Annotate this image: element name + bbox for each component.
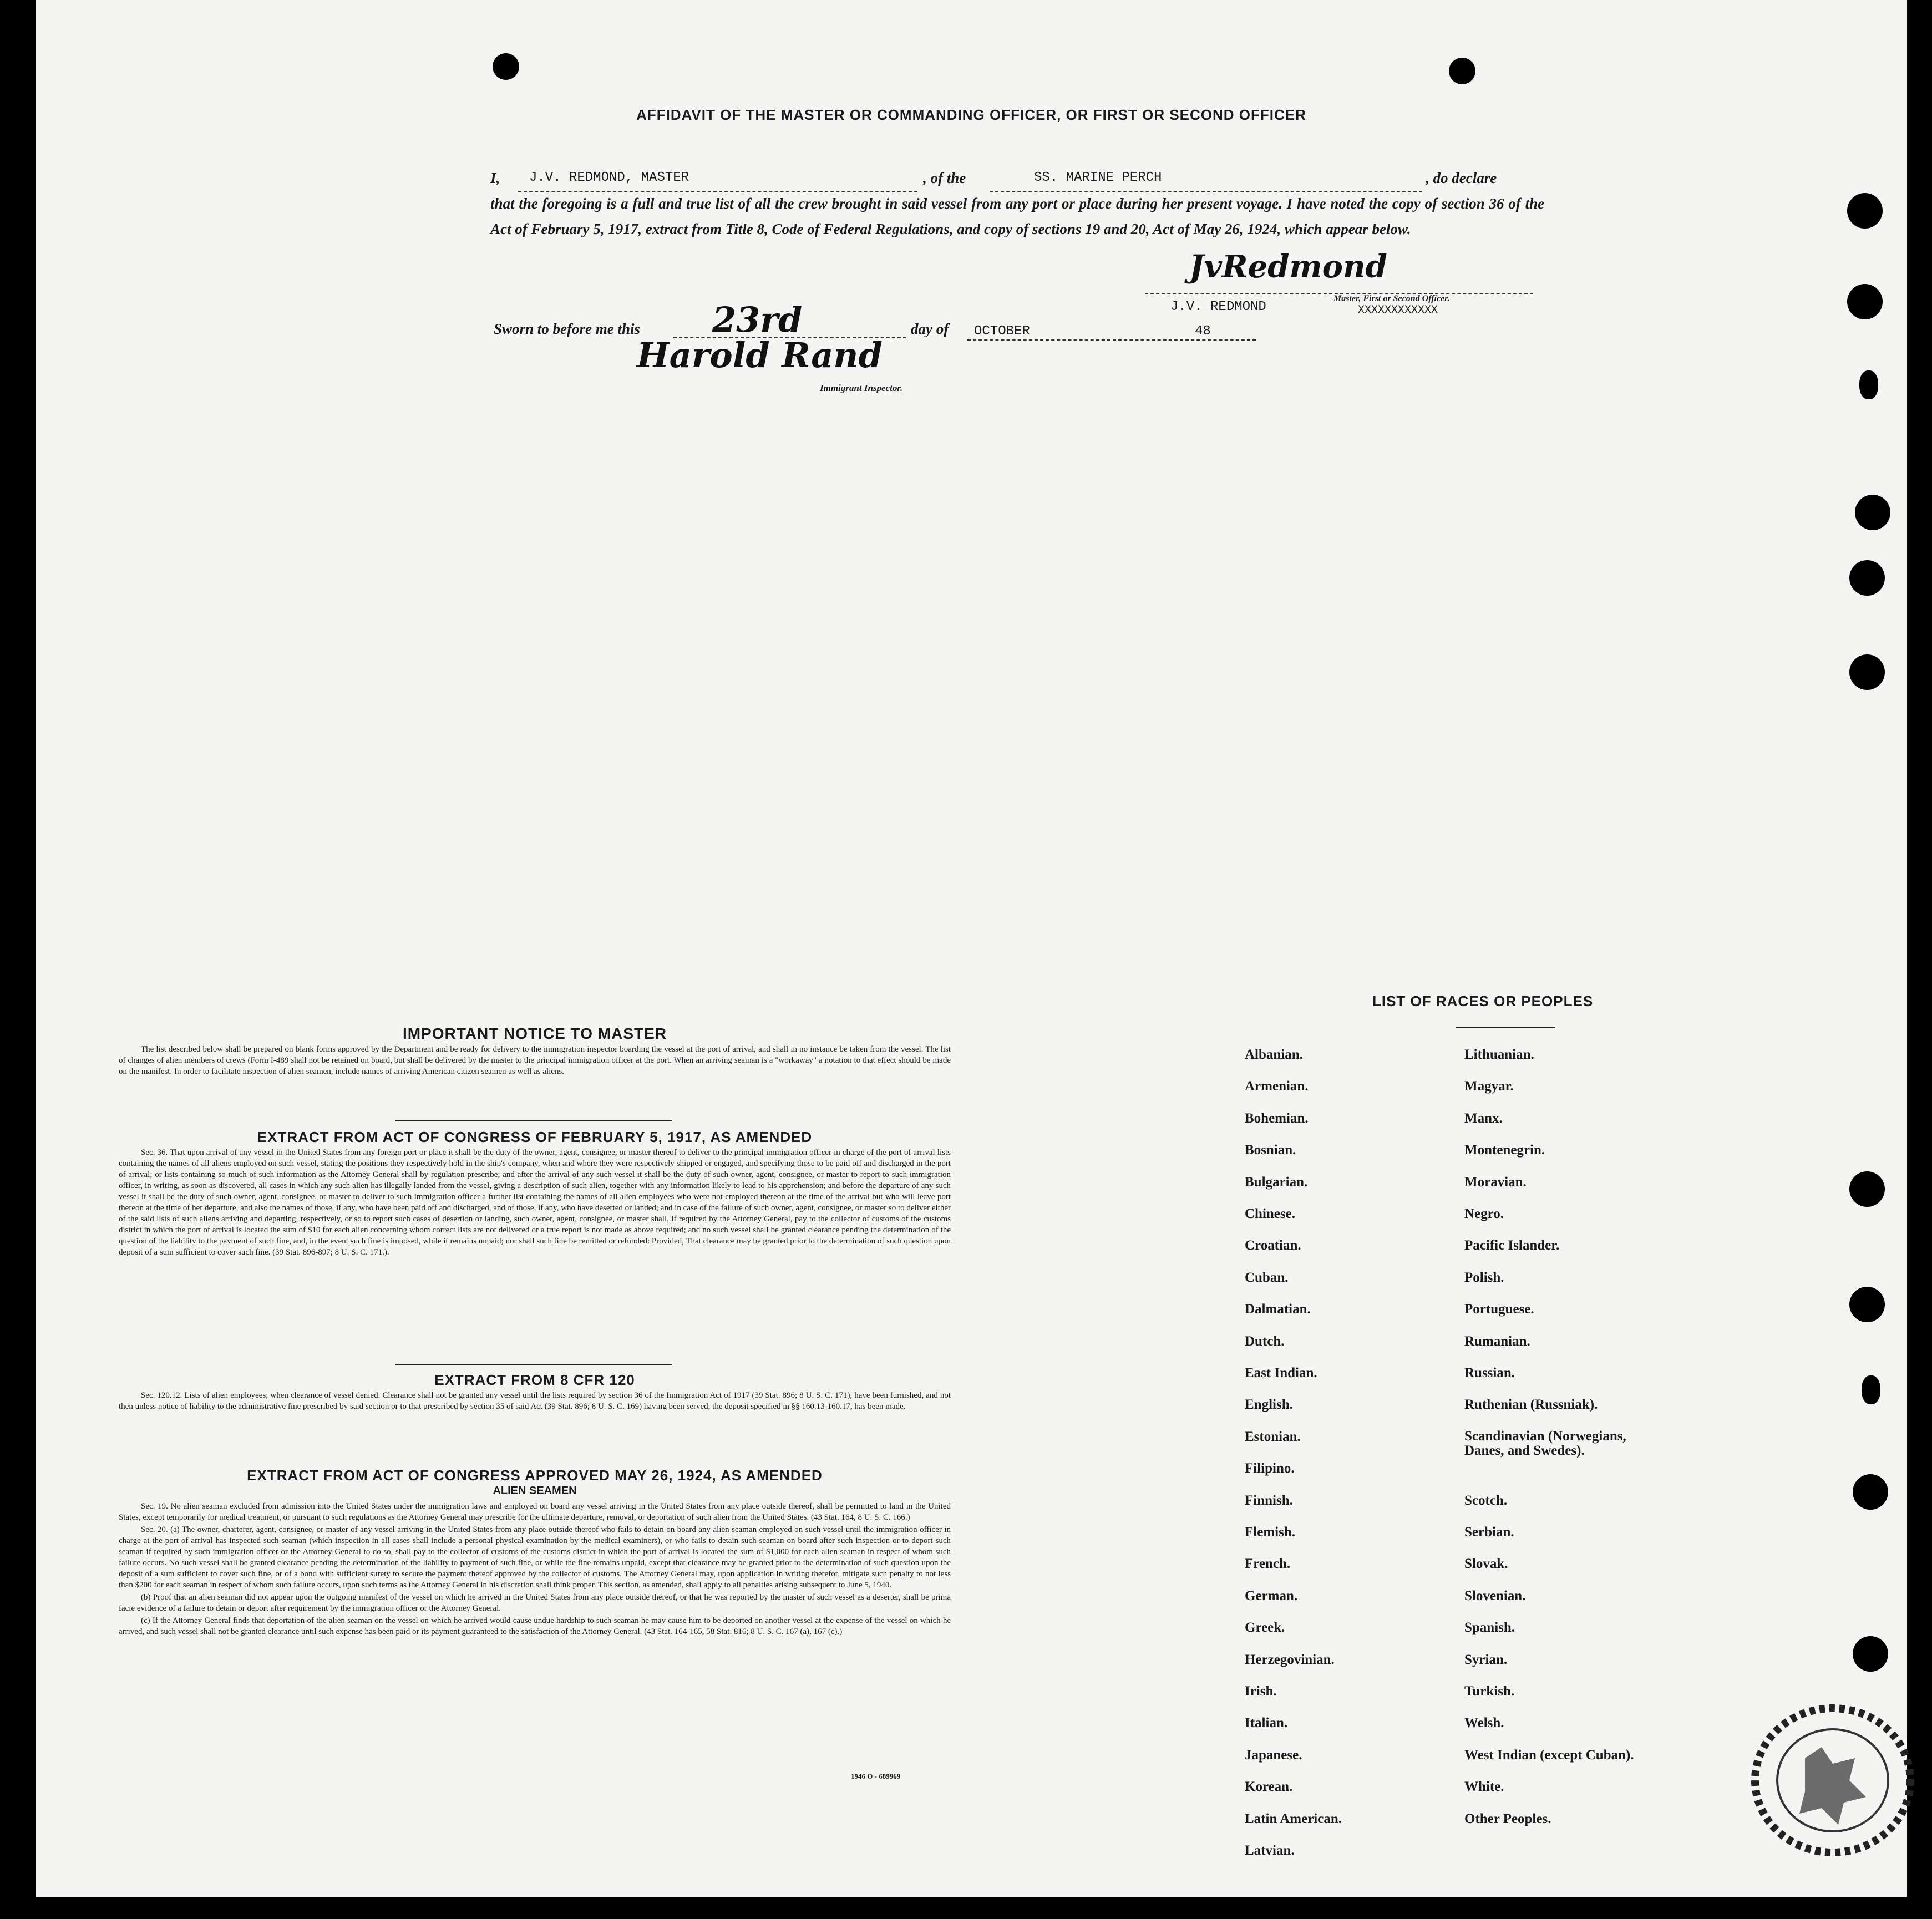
- race-item: English.: [1245, 1397, 1293, 1413]
- sworn-year: 48: [1195, 324, 1211, 339]
- race-item: Magyar.: [1464, 1079, 1514, 1094]
- extract-cfr-section: [119, 1374, 951, 1413]
- race-item: Moravian.: [1464, 1174, 1527, 1190]
- vessel-name: SS. MARINE PERCH: [1034, 170, 1162, 185]
- notice-text: The list described below shall be prepared on blank forms approved by the Department and be ready for delivery to the immigration inspector boarding the vessel at the port of arrival, and shall in no instance be taken from the vessel. The list of changes of alien members of crews (Form I-489 shall not be retained on board, but shall be delivered by the master to the principal immigration officer at the port. When an arriving seaman is a "workaway" a notation to that effect should be made on the manifest. In order to facilitate inspection of alien seamen, include names of arriving American citizen seamen as well as aliens.: [119, 1045, 951, 1076]
- race-item: Latvian.: [1245, 1843, 1295, 1858]
- do-declare-text: , do declare: [1426, 170, 1497, 186]
- notice-divider: [395, 1120, 672, 1121]
- extract-1917-title: EXTRACT FROM ACT OF CONGRESS OF FEBRUARY 5, 1917, AS AMENDED: [257, 1129, 813, 1145]
- race-item: Croatian.: [1245, 1238, 1301, 1253]
- race-item: Lithuanian.: [1464, 1047, 1534, 1062]
- extract-1924-section: [119, 1467, 951, 1638]
- race-item: Irish.: [1245, 1684, 1277, 1699]
- race-item: Slovak.: [1464, 1556, 1508, 1572]
- race-item: Russian.: [1464, 1365, 1515, 1380]
- declarant-name: J.V. REDMOND, MASTER: [529, 170, 689, 185]
- race-item: Albanian.: [1245, 1047, 1303, 1062]
- race-item: Armenian.: [1245, 1079, 1309, 1094]
- race-item: Japanese.: [1245, 1747, 1302, 1763]
- race-item: West Indian (except Cuban).: [1464, 1747, 1634, 1763]
- race-item: Manx.: [1464, 1110, 1503, 1126]
- binder-hole: [1849, 560, 1885, 596]
- extract-cfr-text: Sec. 120.12. Lists of alien employees; when clearance of vessel denied. Clearance shall not be granted any vessel until the lists required by section 36 of the Immigration Act of 1917 (39 Stat. 896; 8 U. S. C. 171), have been furnished, and not then unless notice of liability to the administrative fine prescribed by said section or to that prescribed by section 35 of said Act (39 Stat. 896; 8 U. S. C. 169) having been served, the deposit specified in §§ 160.13-160.17, has been made.: [119, 1391, 951, 1411]
- extract-1924-title: EXTRACT FROM ACT OF CONGRESS APPROVED MAY 26, 1924, AS AMENDED: [247, 1467, 823, 1484]
- race-item: Scandinavian (Norwegians, Danes, and Swedes).: [1464, 1428, 1626, 1458]
- binder-hole: [1847, 284, 1883, 319]
- race-item: German.: [1245, 1588, 1298, 1603]
- race-item: Other Peoples.: [1464, 1811, 1551, 1826]
- of-the-text: , of the: [923, 170, 966, 186]
- race-item: Serbian.: [1464, 1525, 1514, 1540]
- race-item: Rumanian.: [1464, 1333, 1530, 1349]
- notice-title: IMPORTANT NOTICE TO MASTER: [402, 1025, 667, 1042]
- race-item: Estonian.: [1245, 1429, 1301, 1444]
- binder-hole: [1849, 1171, 1885, 1207]
- inspector-signature: Harold Rand: [637, 335, 883, 375]
- declaration-paragraph: [490, 165, 1544, 242]
- race-item: Dalmatian.: [1245, 1302, 1311, 1317]
- declaration-body: that the foregoing is a full and true list of all the crew brought in said vessel from any port or place during her present voyage. I have noted the copy of section 36 of the Act of February 5, 1917, extract from Title 8, Code of Federal Regulations, and copy of sections 19 and 20, Act of May 26, 1924, which appear below.: [490, 195, 1544, 237]
- binder-hole: [1855, 495, 1890, 530]
- punch-hole-left: [493, 53, 519, 80]
- race-item: Korean.: [1245, 1779, 1293, 1795]
- race-item: Welsh.: [1464, 1715, 1504, 1731]
- race-item: Polish.: [1464, 1270, 1504, 1285]
- affidavit-title: AFFIDAVIT OF THE MASTER OR COMMANDING OFFICER, OR FIRST OR SECOND OFFICER: [636, 106, 1306, 123]
- extract-1924-sec20c: (c) If the Attorney General finds that deportation of the alien seaman on the vessel on which he arrived would cause undue hardship to such seaman he may cause him to be deported on another vessel at the expense of the vessel on which he arrived, and such vessel shall not be granted clearance until such expense has been paid or its payment guaranteed to the satisfaction of the Attorney General. (43 Stat. 164-165, 58 Stat. 816; 8 U. S. C. 167 (a), 167 (c).): [119, 1616, 951, 1636]
- race-item: Italian.: [1245, 1715, 1288, 1731]
- race-item: Scotch.: [1464, 1492, 1508, 1508]
- extract-1924-sec20b: (b) Proof that an alien seaman did not appear upon the outgoing manifest of the vessel on which he arrived in the United States from any place outside thereof, or that he was reported by the master of such vessel as a deserter, shall be prima facie evidence of a failure to detain or deport after requirement by the immigration officer or the Attorney General.: [119, 1593, 951, 1613]
- inspection-stamp: [1738, 1697, 1916, 1864]
- race-item: French.: [1245, 1556, 1291, 1572]
- race-item: Portuguese.: [1464, 1302, 1534, 1317]
- race-item: Finnish.: [1245, 1492, 1293, 1508]
- race-item: Pacific Islander.: [1464, 1238, 1560, 1253]
- race-item: Ruthenian (Russniak).: [1464, 1397, 1598, 1413]
- master-name-typed: J.V. REDMOND: [1170, 299, 1266, 314]
- vessel-name-field: [990, 165, 1422, 192]
- sworn-day: 23rd: [712, 299, 803, 340]
- race-item: Spanish.: [1464, 1620, 1515, 1636]
- race-item: Turkish.: [1464, 1684, 1515, 1699]
- binder-hole: [1859, 370, 1878, 399]
- sworn-text: Sworn to before me this: [494, 321, 641, 337]
- race-item: Chinese.: [1245, 1206, 1295, 1221]
- sworn-month-line: [967, 339, 1256, 341]
- race-item: Cuban.: [1245, 1270, 1289, 1285]
- race-item: Bohemian.: [1245, 1110, 1309, 1126]
- extract-1924-sec19: Sec. 19. No alien seaman excluded from admission into the United States under the immigration laws and employed on board any vessel arriving in the United States from any place outside thereof, shall be permitted to land in the United States, except temporarily for medical treatment, or pursuant to such regulations as the Attorney General may prescribe for the ultimate departure, removal, or deportation of such alien from the United States. (43 Stat. 164, 8 U. S. C. 166.): [119, 1502, 951, 1522]
- binder-hole: [1862, 1375, 1880, 1404]
- race-item: Filipino.: [1245, 1461, 1295, 1476]
- extract-1917-text: Sec. 36. That upon arrival of any vessel in the United States from any foreign port or place it shall be the duty of the owner, agent, consignee, or master thereof to deliver to the principal immigration officer in charge of the port of arrival lists containing the names of all aliens employed on such vessel, stating the positions they respectively hold in the ship's company, when and where they were respectively shipped or engaged, and specifying those to be paid off and discharged in the port of arrival; or lists containing so much of such information as the Attorney General shall by regulation prescribe; and after the arrival of any such vessel it shall be the duty of such owner, agent, consignee, or master to report to such immigration officer, in writing, as soon as discovered, all cases in which any such alien has illegally landed from the vessel, giving a description of such alien, together with any information likely to lead to his apprehension; and before the departure of any such vessel it shall be the duty of such owner, agent, consignee, or master to deliver to such immigration officer a further list containing the names of all alien employees who were not employed thereon at the time of the arrival but who will leave port thereon at the time of her departure, and also the names of those, if any, who have been paid off and discharged, and of those, if any, who have deserted or landed; and in case of the failure of such owner, agent, consignee, or master so to deliver either of the said lists of such aliens arriving and departing, respectively, or so to report such cases of desertion or landing, such owner, agent, consignee, or master shall, if required by the Attorney General, pay to the collector of customs of the customs district in which the port of arrival is located the sum of $10 for each alien concerning whom correct lists are not delivered or a true report is not made as above required; and no such vessel shall be granted clearance pending the determination of the question of the liability to the payment of such fine, and, in the event such fine is imposed, while it remains unpaid; nor shall such fine be remitted or refunded: Provided, That clearance may be granted prior to the determination of such question upon deposit of a sum sufficient to cover such fine. (39 Stat. 896-897; 8 U. S. C. 171.).: [119, 1148, 951, 1257]
- master-signature: JvRedmond: [1189, 248, 1387, 285]
- print-code: 1946 O - 689969: [851, 1772, 901, 1780]
- master-caption: Master, First or Second Officer.: [1333, 294, 1450, 303]
- document-page: [36, 0, 1907, 1897]
- race-item: Latin American.: [1245, 1811, 1342, 1826]
- race-item: Negro.: [1464, 1206, 1504, 1221]
- races-title-rule: [1456, 1027, 1555, 1028]
- race-item: East Indian.: [1245, 1365, 1317, 1380]
- binder-hole: [1853, 1636, 1888, 1672]
- declaration-pronoun: I,: [490, 170, 500, 186]
- declarant-name-field: [518, 165, 917, 192]
- race-item: White.: [1464, 1779, 1504, 1795]
- race-item: Bosnian.: [1245, 1143, 1296, 1158]
- day-of-text: day of: [911, 321, 949, 337]
- binder-hole: [1847, 193, 1883, 229]
- race-item: Greek.: [1245, 1620, 1285, 1636]
- extract-cfr-title: EXTRACT FROM 8 CFR 120: [434, 1372, 635, 1388]
- race-item: Syrian.: [1464, 1652, 1508, 1667]
- master-caption-strike: XXXXXXXXXXXX: [1358, 304, 1438, 317]
- punch-hole-right: [1449, 58, 1475, 84]
- notice-section: [119, 1025, 951, 1078]
- race-item: Montenegrin.: [1464, 1143, 1545, 1158]
- inspector-caption: Immigrant Inspector.: [820, 383, 903, 393]
- race-item: Herzegovinian.: [1245, 1652, 1335, 1667]
- race-item: Flemish.: [1245, 1525, 1295, 1540]
- races-title: LIST OF RACES OR PEOPLES: [1372, 993, 1594, 1009]
- extract-1924-subtitle: ALIEN SEAMEN: [493, 1485, 577, 1497]
- race-item: Slovenian.: [1464, 1588, 1526, 1603]
- race-item: Bulgarian.: [1245, 1174, 1308, 1190]
- binder-hole: [1849, 1287, 1885, 1322]
- extract-1924-sec20a: Sec. 20. (a) The owner, charterer, agent, consignee, or master of any vessel arriving in the United States from any place outside thereof who fails to detain on board any alien seaman employed on such vessel until the immigration officer in charge at the port of arrival has inspected such seaman (which inspection in all cases shall include a personal physical examination by the medical examiners), or who fails to detain such seaman on board after such inspection or to deport such seaman if required by such immigration officer or the Attorney General to do so, shall pay to the collector of customs of the customs district in which the port of arrival is located the sum of $1,000 for each alien seaman in respect of whom such failure occurs. No such vessel shall be granted clearance pending the determination of the liability to payment of such fine, or while the fine remains unpaid, except that clearance may be granted prior to the determination of such question upon the deposit of a sum sufficient to cover such fine, or of a bond with sufficient surety to secure the payment thereof approved by the collector of customs. The Attorney General may, upon application in writing therefor, mitigate such penalty to not less than $200 for each seaman in respect of whom such failure occurs, upon such terms as the Attorney General in his discretion shall think proper. This section, as amended, shall apply to all penalties arising subsequent to June 5, 1940.: [119, 1525, 951, 1590]
- extract-1917-divider: [395, 1364, 672, 1365]
- extract-1917-section: [119, 1131, 951, 1259]
- binder-hole: [1849, 654, 1885, 690]
- race-item: Dutch.: [1245, 1333, 1285, 1349]
- sworn-month: OCTOBER: [974, 324, 1030, 339]
- binder-hole: [1853, 1474, 1888, 1510]
